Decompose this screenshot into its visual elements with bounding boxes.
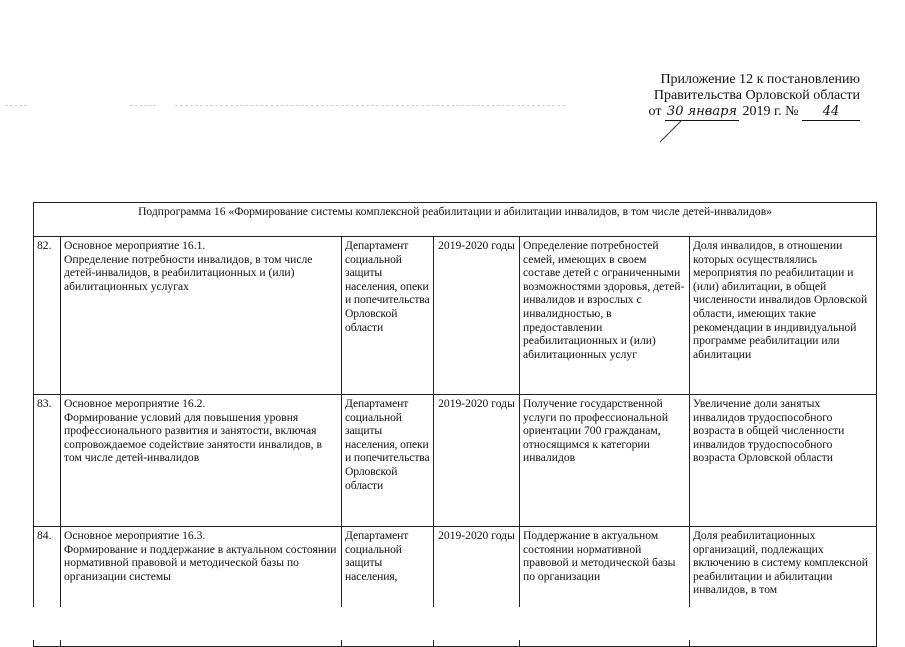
row-number: 83.: [34, 395, 61, 527]
appendix-header: [560, 72, 860, 121]
subprogram-table: [33, 202, 877, 647]
handwritten-number: 44: [802, 104, 860, 121]
indicator-cell: Доля реабилитационных организаций, подлежащих включению в систему комплексной реабилитации и абилитации инвалидов, в том: [690, 527, 877, 647]
resolution-date-row: [560, 104, 860, 121]
executor-cell: Департамент социальной защиты населения,: [342, 527, 434, 647]
period-cell: 2019-2020 годы: [434, 395, 520, 527]
period-cell: 2019-2020 годы: [434, 237, 520, 395]
activity-cell: [61, 395, 342, 527]
indicator-cell: Увеличение доли занятых инвалидов трудоспособного возраста в общей численности инвалидов трудоспособного возраста Орловской области: [690, 395, 877, 527]
scan-artifact-line: [175, 105, 565, 106]
period-cell: 2019-2020 годы: [434, 527, 520, 647]
activity-title: Основное мероприятие 16.2.: [64, 397, 206, 410]
activity-title: Основное мероприятие 16.3.: [64, 529, 206, 542]
activity-title: Основное мероприятие 16.1.: [64, 239, 206, 252]
subprogram-header-row: [34, 203, 877, 237]
indicator-cell: Доля инвалидов, в отношении которых осуществлялись мероприятия по реабилитации и (или) абилитации, в общей численности инвалидов Орловской области, имеющих такие рекомендации в индивидуальной программе реабилитации или абилитации: [690, 237, 877, 395]
activity-description: Определение потребности инвалидов, в том числе детей-инвалидов, в реабилитационных и (или) абилитационных услугах: [64, 252, 313, 293]
executor-cell: Департамент социальной защиты населения, опеки и попечительства Орловской области: [342, 395, 434, 527]
scan-artifact-line: [5, 105, 27, 106]
appendix-line-2: Правительства Орловской области: [653, 88, 860, 103]
executor-cell: Департамент социальной защиты населения, опеки и попечительства Орловской области: [342, 237, 434, 395]
result-cell: Поддержание в актуальном состоянии нормативной правовой и методической базы по организации: [520, 527, 690, 647]
table-row: [34, 237, 877, 395]
handwritten-date: 30 января: [666, 104, 738, 119]
subprogram-title: Подпрограмма 16 «Формирование системы комплексной реабилитации и абилитации инвалидов, в том числе детей-инвалидов»: [34, 203, 877, 237]
scan-artifact-line: [130, 105, 156, 106]
pen-stroke-mark: [652, 118, 692, 144]
activity-description: Формирование условий для повышения уровня профессионального развития и занятости, включая сопровождаемое содействие занятости инвалидов, в том числе детей-инвалидов: [64, 410, 322, 465]
row-number: 84.: [34, 527, 61, 647]
from-label: от: [648, 104, 662, 119]
appendix-line-1: Приложение 12 к постановлению: [660, 72, 860, 87]
result-cell: Определение потребностей семей, имеющих в своем составе детей с ограниченными возможностями здоровья, детей-инвалидов и взрослых с инвалидностью, в предоставлении реабилитационных и (или) абилитационных услуг: [520, 237, 690, 395]
result-cell: Получение государственной услуги по профессиональной ориентации 700 гражданам, относящимся к категории инвалидов: [520, 395, 690, 527]
row-number: 82.: [34, 237, 61, 395]
year-number-label: 2019 г. №: [742, 104, 799, 119]
table-row: [34, 395, 877, 527]
activity-description: Формирование и поддержание в актуальном состоянии нормативной правовой и методической базы по организации системы: [64, 542, 337, 583]
page-bottom-cut: [33, 607, 876, 640]
activity-cell: [61, 237, 342, 395]
